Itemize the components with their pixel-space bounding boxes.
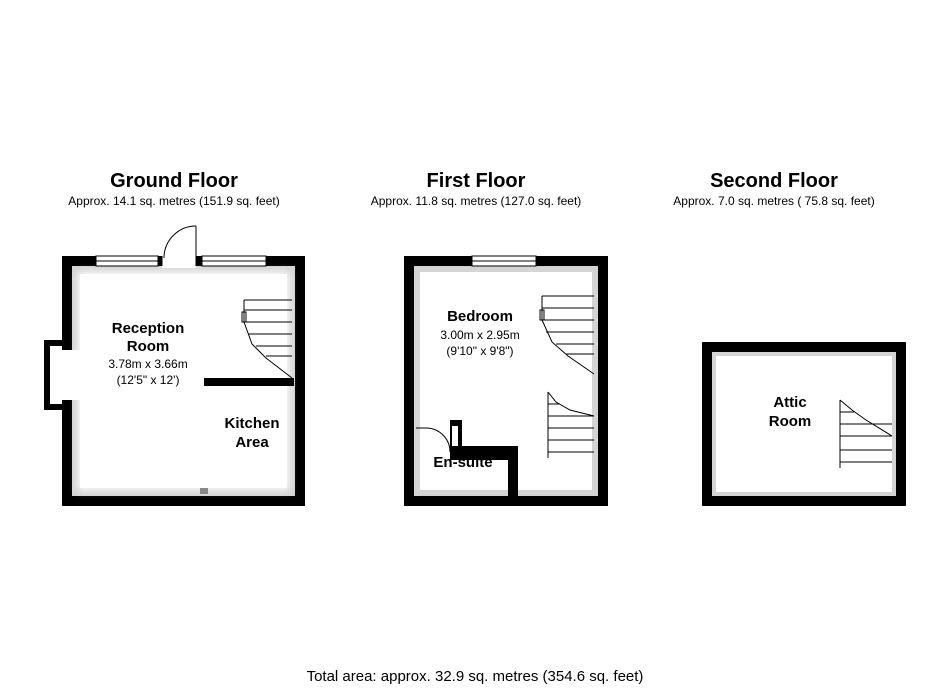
- second-floor-title: Second Floor: [710, 170, 838, 192]
- room-label-bedroom: [420, 307, 540, 359]
- room-label-ensuite: [420, 454, 506, 471]
- room-label-kitchen: [206, 414, 298, 452]
- room-dimensions-imperial: (9'10" x 9'8"): [446, 344, 514, 358]
- room-label-attic: [750, 393, 830, 431]
- ground-floor-area: Approx. 14.1 sq. metres (151.9 sq. feet): [68, 194, 280, 208]
- room-name-line: Attic: [773, 394, 807, 411]
- room-name-line: Bedroom: [447, 308, 513, 325]
- first-floor-area: Approx. 11.8 sq. metres (127.0 sq. feet): [370, 194, 582, 208]
- ensuite-wall: [508, 446, 518, 498]
- room-name-line: Kitchen: [224, 415, 280, 432]
- room-dimensions-imperial: (12'5" x 12'): [116, 373, 180, 387]
- room-name-line: Area: [235, 434, 269, 451]
- second-floor-area: Approx. 7.0 sq. metres ( 75.8 sq. feet): [673, 194, 875, 208]
- room-name-line: Room: [768, 413, 812, 430]
- window: [202, 256, 266, 266]
- total-area: Total area: approx. 32.9 sq. metres (354.6 sq. feet): [306, 668, 644, 685]
- room-name-line: En-suite: [433, 454, 493, 471]
- window: [472, 256, 536, 266]
- partition-wall: [204, 378, 294, 386]
- room-dimensions-metric: 3.78m x 3.66m: [108, 357, 188, 371]
- room-dimensions-metric: 3.00m x 2.95m: [440, 328, 520, 342]
- window: [96, 256, 158, 266]
- room-name-line: Room: [126, 338, 170, 355]
- room-label-reception: [88, 320, 208, 388]
- room-name-line: Reception: [111, 320, 185, 337]
- ground-floor-title: Ground Floor: [110, 170, 238, 192]
- first-floor-title: First Floor: [426, 170, 526, 192]
